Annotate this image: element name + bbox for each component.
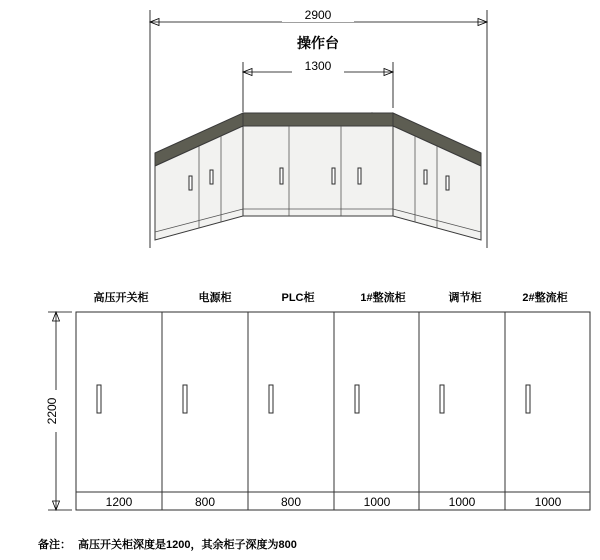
cabinet-handle-2 (269, 385, 273, 413)
door-handle (189, 176, 192, 190)
cabinet-front-elevation (45, 290, 590, 510)
door-handle (446, 176, 449, 190)
cabinet-width-5: 1000 (534, 495, 562, 509)
door-handle (358, 168, 361, 184)
cabinet-label-2: PLC柜 (281, 292, 315, 304)
cabinet-handle-3 (355, 385, 359, 413)
cabinet-handle-4 (440, 385, 444, 413)
cabinet-handle-1 (183, 385, 187, 413)
cabinet-width-4: 1000 (448, 495, 476, 509)
cabinet-handle-5 (526, 385, 530, 413)
cabinet-label-1: 电源柜 (198, 292, 232, 304)
door-handle (424, 170, 427, 184)
door-handle (280, 168, 283, 184)
cabinet-label-3: 1#整流柜 (360, 292, 406, 304)
cabinet-width-0: 1200 (105, 495, 133, 509)
cabinet-width-1: 800 (194, 495, 216, 509)
door-handle (210, 170, 213, 184)
center-width-value: 1300 (304, 59, 332, 73)
console-title: 操作台 (297, 35, 339, 51)
cabinet-row-outline (76, 312, 590, 510)
cabinet-label-5: 2#整流柜 (522, 292, 568, 304)
note-body: 高压开关柜深度是1200，其余柜子深度为800 (78, 539, 297, 551)
cabinet-width-3: 1000 (363, 495, 391, 509)
cabinet-height-dimension (45, 312, 72, 510)
door-handle (332, 168, 335, 184)
cabinet-height-value: 2200 (45, 397, 59, 425)
cabinet-label-0: 高压开关柜 (93, 292, 149, 304)
center-width-dimension (243, 58, 393, 112)
cabinet-label-4: 调节柜 (448, 292, 482, 304)
overall-width-value: 2900 (304, 8, 332, 22)
console-isometric-view (150, 6, 487, 248)
cabinet-width-2: 800 (280, 495, 302, 509)
console-center-section (243, 126, 393, 216)
note-block (38, 537, 297, 551)
note-prefix: 备注： (38, 539, 71, 551)
cabinet-handle-0 (97, 385, 101, 413)
